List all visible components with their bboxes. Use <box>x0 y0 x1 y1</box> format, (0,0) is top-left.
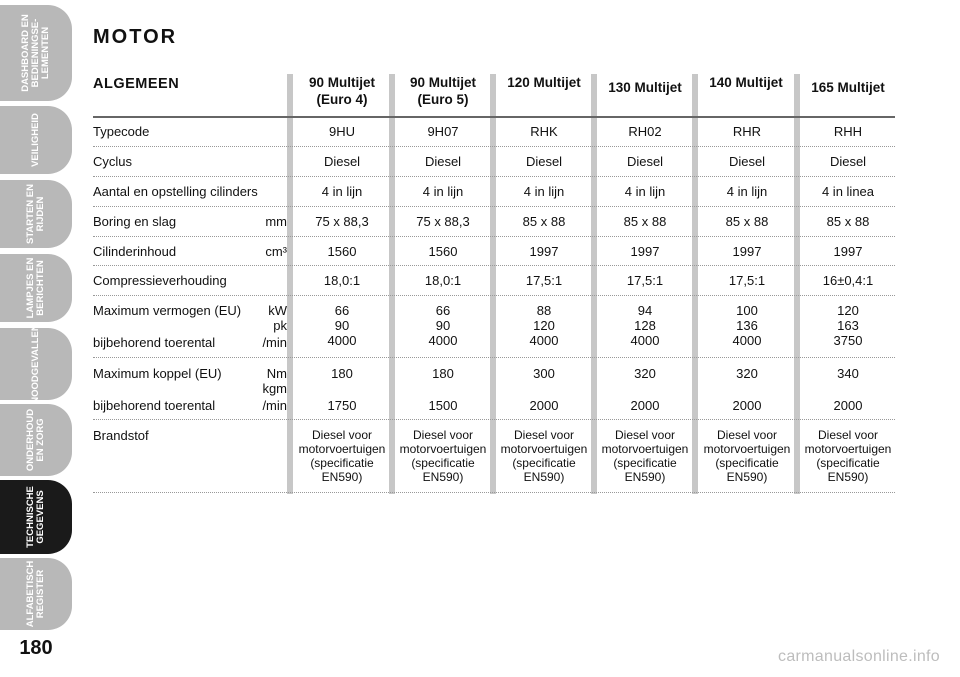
row-divider <box>93 357 895 358</box>
cell-boring-slag: 85 x 88 <box>623 214 667 229</box>
cell-compressie: 17,5:1 <box>626 273 664 288</box>
cell-koppel-toerental: 1500 <box>428 398 458 413</box>
cell-cilinders: 4 in linea <box>821 184 875 199</box>
cell-brandstof: Diesel voor motorvoertuigen (specificatie EN590) <box>601 428 689 484</box>
row-label-boring-slag: Boring en slag mm <box>93 214 287 229</box>
unit-label: kW pk <box>268 303 287 333</box>
cell-koppel-toerental: 2000 <box>833 398 863 413</box>
side-tab-onderhoud[interactable] <box>0 404 72 476</box>
cell-cilinderinhoud: 1560 <box>428 244 458 259</box>
page-title: MOTOR <box>93 26 178 48</box>
cell-compressie: 18,0:1 <box>424 273 462 288</box>
row-divider <box>93 146 895 147</box>
cell-cilinderinhoud: 1997 <box>630 244 660 259</box>
row-label-typecode: Typecode <box>93 124 150 139</box>
cell-vermogen: 94 128 4000 <box>630 303 660 348</box>
row-label-compressie: Compressieverhouding <box>93 273 227 288</box>
cell-boring-slag: 75 x 88,3 <box>416 214 470 229</box>
cell-boring-slag: 85 x 88 <box>826 214 870 229</box>
cell-cilinderinhoud: 1997 <box>529 244 559 259</box>
page-number: 180 <box>19 637 53 659</box>
row-label-cilinders: Aantal en opstelling cilinders <box>93 184 258 199</box>
tab-label: LAMPJES EN BERICHTEN <box>25 257 46 319</box>
cell-koppel: 320 <box>634 366 656 381</box>
row-label-koppel: Maximum koppel (EU) Nm kgm bijbehorend toerental /min <box>93 366 287 413</box>
sub-label: bijbehorend toerental <box>93 335 216 350</box>
cell-cyclus: Diesel <box>323 154 361 169</box>
row-divider <box>93 265 895 266</box>
cell-koppel-toerental: 2000 <box>732 398 762 413</box>
watermark: carmanualsonline.info <box>778 648 940 665</box>
tab-label: DASHBOARD EN BEDIENINGSE- LEMENTEN <box>20 14 51 92</box>
cell-koppel: 300 <box>533 366 555 381</box>
unit-label: Nm kgm <box>262 366 287 396</box>
cell-cyclus: Diesel <box>829 154 867 169</box>
cell-koppel-toerental: 2000 <box>630 398 660 413</box>
cell-typecode: RH02 <box>628 124 662 139</box>
cell-brandstof: Diesel voor motorvoertuigen (specificatie EN590) <box>399 428 487 484</box>
section-title: ALGEMEEN <box>93 76 180 92</box>
row-label-brandstof: Brandstof <box>93 428 149 443</box>
cell-brandstof: Diesel voor motorvoertuigen (specificatie EN590) <box>804 428 892 484</box>
cell-compressie: 16±0,4:1 <box>822 273 874 288</box>
cell-cyclus: Diesel <box>728 154 766 169</box>
header-divider <box>93 116 895 118</box>
tab-label: ALFABETISCH REGISTER <box>25 560 46 628</box>
row-divider <box>93 236 895 237</box>
cell-vermogen: 88 120 4000 <box>529 303 559 348</box>
side-tab-alfabetisch[interactable] <box>0 558 72 630</box>
cell-vermogen: 100 136 4000 <box>732 303 762 348</box>
cell-koppel: 180 <box>331 366 353 381</box>
cell-boring-slag: 85 x 88 <box>725 214 769 229</box>
cell-cyclus: Diesel <box>626 154 664 169</box>
cell-boring-slag: 75 x 88,3 <box>315 214 369 229</box>
cell-compressie: 17,5:1 <box>525 273 563 288</box>
cell-typecode: RHH <box>833 124 863 139</box>
sub-label: bijbehorend toerental <box>93 398 216 413</box>
cell-typecode: RHR <box>732 124 762 139</box>
cell-cilinderinhoud: 1997 <box>833 244 863 259</box>
cell-typecode: 9HU <box>328 124 355 139</box>
cell-cilinderinhoud: 1997 <box>732 244 762 259</box>
side-tab-starten[interactable] <box>0 180 72 248</box>
tab-label: VEILIGHEID <box>30 113 41 167</box>
cell-koppel: 340 <box>837 366 859 381</box>
cell-compressie: 18,0:1 <box>323 273 361 288</box>
cell-cilinders: 4 in lijn <box>321 184 363 199</box>
side-tab-dashboard[interactable] <box>0 5 72 101</box>
cell-boring-slag: 85 x 88 <box>522 214 566 229</box>
cell-cyclus: Diesel <box>525 154 563 169</box>
cell-brandstof: Diesel voor motorvoertuigen (specificatie EN590) <box>298 428 386 484</box>
row-divider <box>93 176 895 177</box>
row-divider <box>93 206 895 207</box>
cell-vermogen: 66 90 4000 <box>327 303 357 348</box>
cell-cilinders: 4 in lijn <box>523 184 565 199</box>
cell-koppel-toerental: 1750 <box>327 398 357 413</box>
unit-label: /min <box>262 398 287 413</box>
cell-brandstof: Diesel voor motorvoertuigen (specificatie EN590) <box>703 428 791 484</box>
tab-label: STARTEN EN RIJDEN <box>25 184 46 244</box>
cell-vermogen: 120 163 3750 <box>833 303 863 348</box>
cell-koppel: 320 <box>736 366 758 381</box>
side-tab-noodgevallen[interactable] <box>0 324 72 404</box>
cell-cilinders: 4 in lijn <box>422 184 464 199</box>
cell-typecode: RHK <box>530 124 558 139</box>
unit-label: /min <box>262 335 287 350</box>
cell-vermogen: 66 90 4000 <box>428 303 458 348</box>
row-divider <box>93 492 895 493</box>
column-header: 90 Multijet (Euro 5) <box>409 75 476 107</box>
column-header: 140 Multijet <box>709 75 783 90</box>
cell-compressie: 17,5:1 <box>728 273 766 288</box>
cell-cilinderinhoud: 1560 <box>327 244 357 259</box>
tab-label: TECHNISCHE GEGEVENS <box>25 486 46 548</box>
tab-label: NOODGEVALLEN <box>30 324 41 404</box>
row-label-cyclus: Cyclus <box>93 154 133 169</box>
column-header: 130 Multijet <box>608 80 682 95</box>
column-header: 165 Multijet <box>811 80 885 95</box>
cell-cilinders: 4 in lijn <box>624 184 666 199</box>
cell-brandstof: Diesel voor motorvoertuigen (specificatie EN590) <box>500 428 588 484</box>
row-divider <box>93 295 895 296</box>
column-separator <box>287 74 293 494</box>
cell-cyclus: Diesel <box>424 154 462 169</box>
column-header: 90 Multijet (Euro 4) <box>308 75 375 107</box>
cell-cilinders: 4 in lijn <box>726 184 768 199</box>
cell-typecode: 9H07 <box>427 124 459 139</box>
unit-label: cm³ <box>265 244 287 259</box>
cell-koppel-toerental: 2000 <box>529 398 559 413</box>
row-label-cilinderinhoud: Cilinderinhoud cm³ <box>93 244 287 259</box>
row-divider <box>93 419 895 420</box>
side-tab-technische-gegevens[interactable] <box>0 480 72 554</box>
row-label-vermogen: Maximum vermogen (EU) kW pk bijbehorend toerental /min <box>93 303 287 350</box>
column-header: 120 Multijet <box>507 75 581 90</box>
unit-label: mm <box>265 214 287 229</box>
cell-koppel: 180 <box>432 366 454 381</box>
tab-label: ONDERHOUD EN ZORG <box>25 408 46 472</box>
side-tab-veiligheid[interactable] <box>0 106 72 174</box>
side-tab-lampjes[interactable] <box>0 254 72 322</box>
